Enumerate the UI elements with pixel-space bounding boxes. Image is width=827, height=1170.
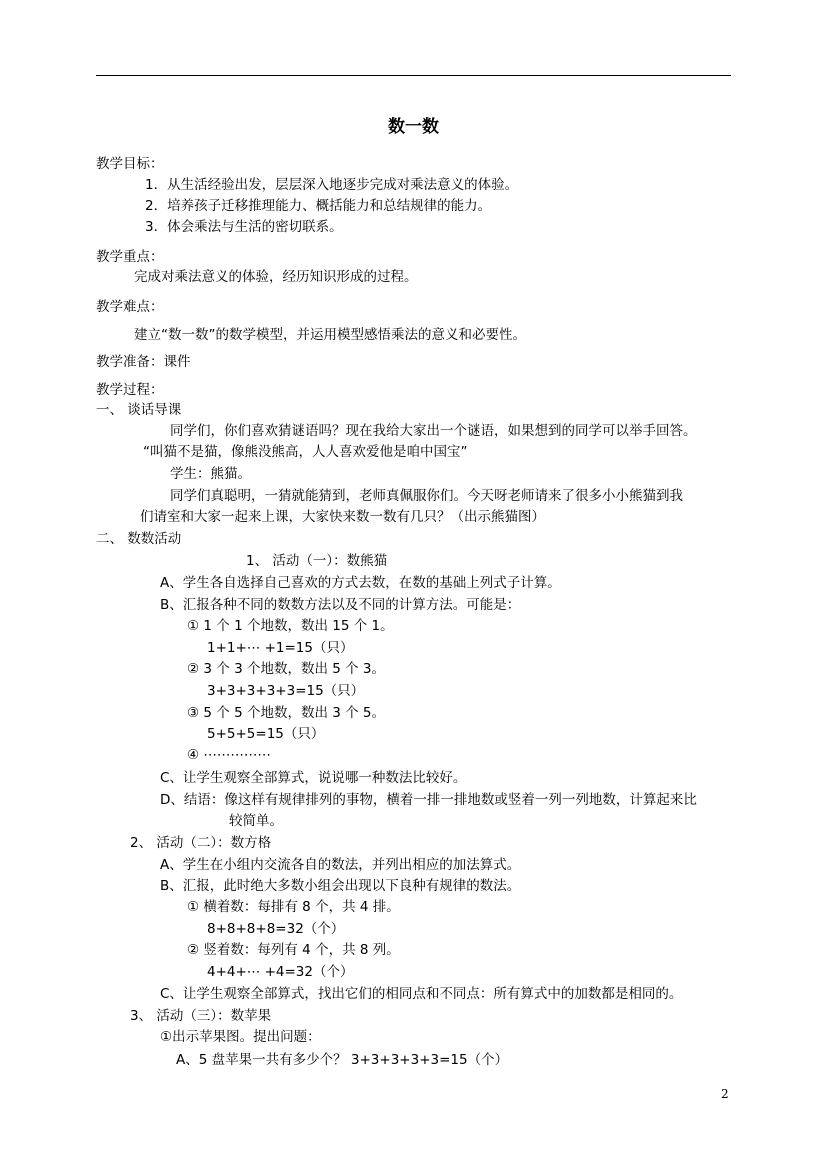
text-line: C、让学生观察全部算式，说说哪一种数法比较好。 [160,770,467,786]
text-line: 同学们真聪明，一猜就能猜到，老师真佩服你们。今天呀老师请来了很多小小熊猫到我 [170,488,683,504]
text-line: ① 横着数：每排有 8 个，共 4 排。 [187,899,400,915]
text-line: B、汇报，此时绝大多数小组会出现以下良种有规律的数法。 [160,878,521,894]
text-line: 8+8+8+8=32（个） [207,921,345,937]
page-number: 2 [721,1087,729,1101]
text-line: ① 1 个 1 个地数，数出 15 个 1。 [187,618,394,634]
text-line: B、汇报各种不同的数数方法以及不同的计算方法。可能是： [160,597,521,613]
text-line: D、结语：像这样有规律排列的事物，横着一排一排地数或竖着一列一列地数，计算起来比 [160,792,697,808]
text-line: ④ ⋯⋯⋯⋯⋯ [187,747,271,763]
text-line: 2．培养孩子迁移推理能力、概括能力和总结规律的能力。 [145,198,492,214]
text-line: ③ 5 个 5 个地数，数出 3 个 5。 [187,705,385,721]
text-line: 1．从生活经验出发，层层深入地逐步完成对乘法意义的体验。 [145,177,519,193]
text-line: 建立“数一数”的数学模型，并运用模型感悟乘法的意义和必要性。 [134,327,526,343]
text-line: 较简单。 [229,813,283,829]
text-line: 教学重点： [96,249,164,265]
text-line: 3．体会乘法与生活的密切联系。 [145,219,343,235]
text-line: 3+3+3+3+3=15（只） [207,683,365,699]
text-line: 教学难点： [96,299,164,315]
text-line: ② 3 个 3 个地数，数出 5 个 3。 [187,661,385,677]
text-line: C、让学生观察全部算式，找出它们的相同点和不同点：所有算式中的加数都是相同的。 [160,986,683,1002]
text-line: 5+5+5=15（只） [207,726,325,742]
text-line: “叫猫不是猫，像熊没熊高，人人喜欢爱他是咱中国宝” [143,444,468,460]
text-line: 3、 活动（三）：数苹果 [130,1008,272,1024]
text-line: ② 竖着数：每列有 4 个，共 8 列。 [187,942,400,958]
text-line: A、5 盘苹果一共有多少个？ 3+3+3+3+3=15（个） [176,1052,509,1068]
text-line: 4+4+⋯ +4=32（个） [207,964,354,980]
text-line: 完成对乘法意义的体验，经历知识形成的过程。 [134,269,418,285]
text-line: 一、 谈话导课 [96,402,182,418]
text-line: 教学过程： [96,382,164,398]
text-line: 1、 活动（一）：数熊猫 [246,553,388,569]
text-line: 学生：熊猫。 [170,466,251,482]
text-line: 同学们，你们喜欢猜谜语吗？现在我给大家出一个谜语，如果想到的同学可以举手回答。 [170,423,697,439]
page-title: 数一数 [388,117,439,137]
text-line: 教学目标： [96,156,164,172]
text-line: 1+1+⋯ +1=15（只） [207,640,354,656]
text-line: ①出示苹果图。提出问题： [160,1029,321,1045]
text-line: 们请室和大家一起来上课，大家快来数一数有几只？（出示熊猫图） [140,509,545,525]
text-line: A、学生各自选择自己喜欢的方式去数，在数的基础上列式子计算。 [160,575,561,591]
text-line: 2、 活动（二）：数方格 [130,835,272,851]
text-line: 教学准备：课件 [96,354,191,370]
text-line: 二、 数数活动 [96,531,182,547]
header-rule [96,75,731,76]
text-line: A、学生在小组内交流各自的数法，并列出相应的加法算式。 [160,857,521,873]
